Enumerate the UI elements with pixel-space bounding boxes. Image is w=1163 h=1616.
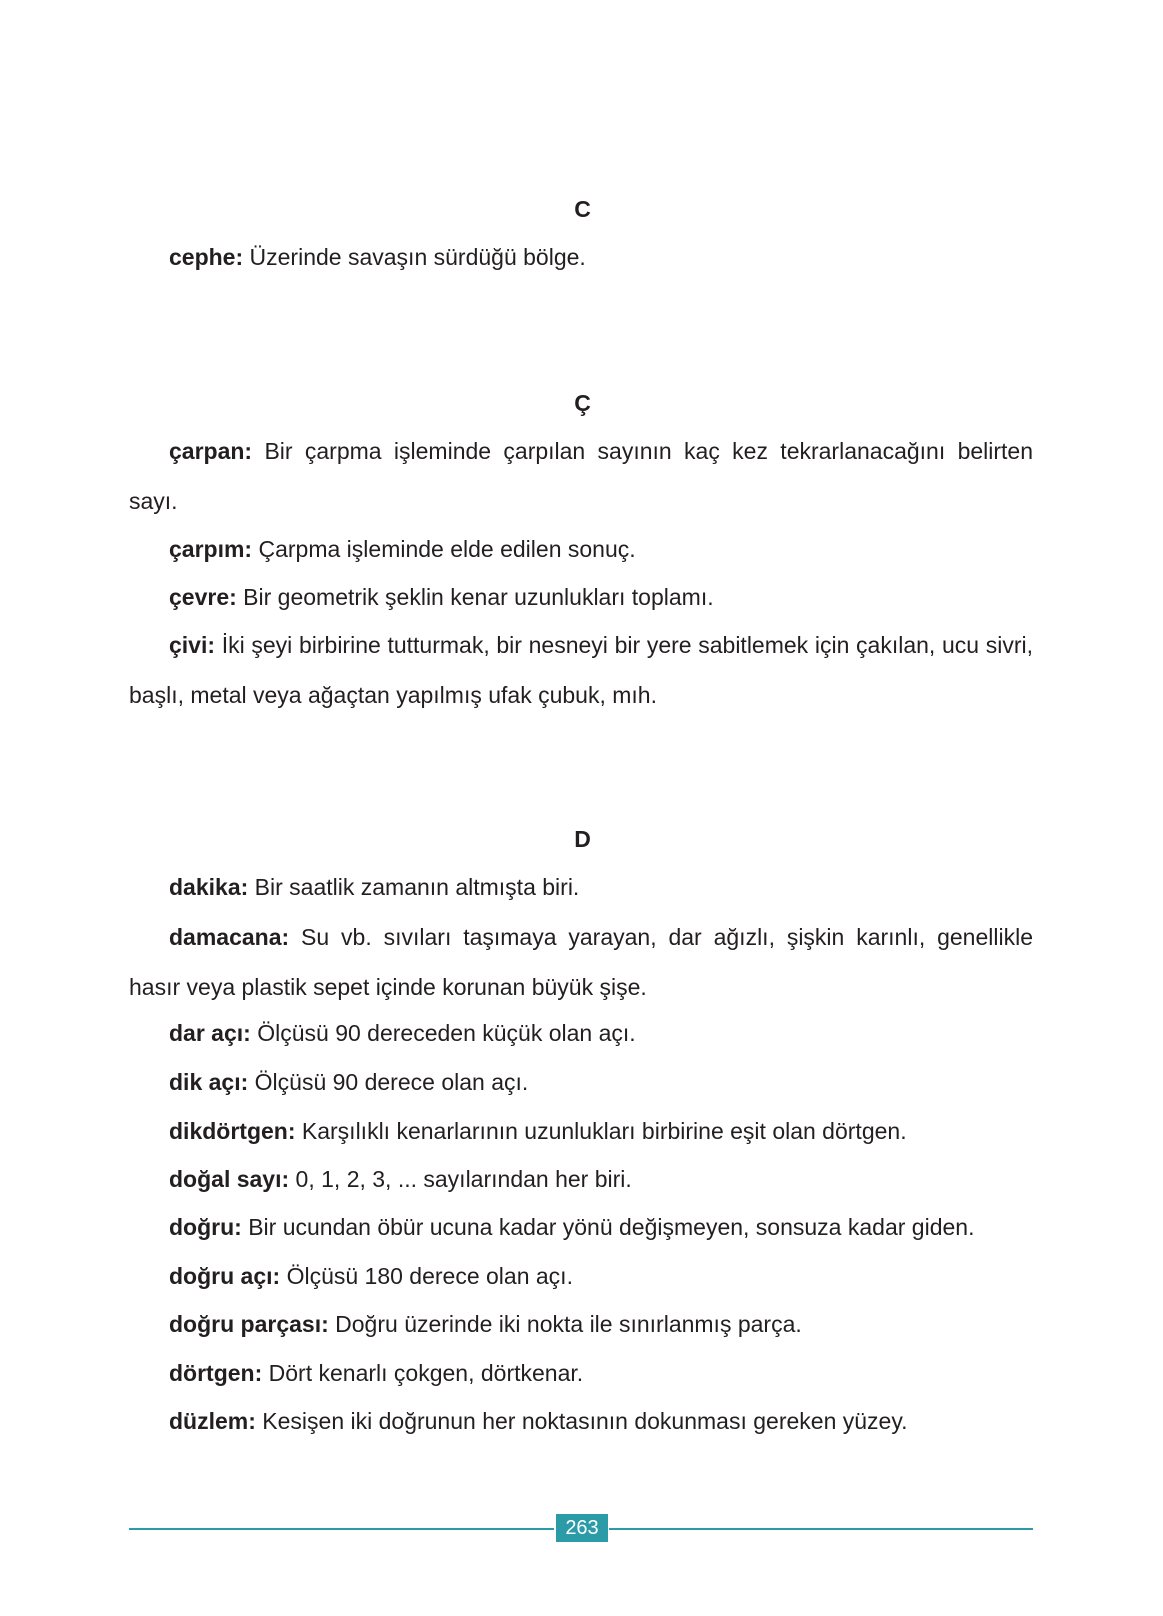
entry-term: çivi: <box>169 632 216 658</box>
entry-definition: 0, 1, 2, 3, ... sayılarından her biri. <box>295 1166 632 1192</box>
entry-definition: Çarpma işleminde elde edilen sonuç. <box>258 536 636 562</box>
entry-definition: Bir saatlik zamanın altmışta biri. <box>254 874 580 900</box>
glossary-entry <box>129 572 1033 622</box>
entry-definition: Bir ucundan öbür ucuna kadar yönü değişmeyen, sonsuza kadar giden. <box>248 1214 975 1240</box>
entry-definition: Kesişen iki doğrunun her noktasının dokunması gereken yüzey. <box>262 1408 908 1434</box>
glossary-entry <box>129 524 1033 574</box>
entry-term: cephe: <box>169 244 244 270</box>
entry-definition: Karşılıklı kenarlarının uzunlukları birbirine eşit olan dörtgen. <box>301 1118 907 1144</box>
entry-term: dar açı: <box>169 1020 251 1046</box>
entry-term: dik açı: <box>169 1069 249 1095</box>
entry-definition: Üzerinde savaşın sürdüğü bölge. <box>249 244 586 270</box>
glossary-entry <box>129 1251 1033 1301</box>
section-letter-d: D <box>574 826 591 852</box>
entry-definition: Bir çarpma işleminde çarpılan sayının kaç kez tekrarlanacağını belirten sayı. <box>129 438 1034 514</box>
entry-definition: Su vb. sıvıları taşımaya yarayan, dar ağızlı, şişkin karınlı, genellikle hasır veya plastik sepet içinde korunan büyük şişe. <box>129 924 1033 1000</box>
footer-divider-left <box>129 1528 554 1530</box>
entry-term: doğru açı: <box>169 1263 281 1289</box>
entry-term: çarpım: <box>169 536 253 562</box>
entry-term: çarpan: <box>169 438 253 464</box>
glossary-entry <box>129 912 1033 1012</box>
glossary-entry <box>129 1008 1033 1058</box>
section-letter-c-cedilla: Ç <box>574 390 591 416</box>
glossary-entry <box>129 862 1033 912</box>
glossary-entry <box>129 232 1033 282</box>
entry-term: dörtgen: <box>169 1360 263 1386</box>
entry-definition: İki şeyi birbirine tutturmak, bir nesneyi bir yere sabitlemek için çakılan, ucu sivri, başlı, metal veya ağaçtan yapılmış ufak çubuk, mıh. <box>129 632 1034 708</box>
section-letter-c: C <box>574 196 591 222</box>
entry-term: dikdörtgen: <box>169 1118 296 1144</box>
entry-definition: Ölçüsü 90 derece olan açı. <box>254 1069 529 1095</box>
entry-term: doğru: <box>169 1214 242 1240</box>
glossary-entry <box>129 620 1033 720</box>
glossary-entry <box>129 1057 1033 1107</box>
glossary-entry <box>129 1154 1033 1204</box>
page-number: 263 <box>556 1514 608 1542</box>
entry-definition: Doğru üzerinde iki nokta ile sınırlanmış parça. <box>335 1311 802 1337</box>
entry-definition: Bir geometrik şeklin kenar uzunlukları toplamı. <box>243 584 714 610</box>
entry-term: doğal sayı: <box>169 1166 290 1192</box>
entry-term: dakika: <box>169 874 249 900</box>
entry-term: doğru parçası: <box>169 1311 329 1337</box>
glossary-entry <box>129 1396 1033 1446</box>
glossary-entry <box>129 1202 1033 1252</box>
glossary-entry <box>129 1106 1033 1156</box>
glossary-entry <box>129 1299 1033 1349</box>
entry-term: düzlem: <box>169 1408 256 1434</box>
entry-term: çevre: <box>169 584 237 610</box>
glossary-entry <box>129 1348 1033 1398</box>
entry-definition: Ölçüsü 90 dereceden küçük olan açı. <box>257 1020 636 1046</box>
entry-term: damacana: <box>169 924 290 950</box>
footer-divider-right <box>609 1528 1033 1530</box>
entry-definition: Ölçüsü 180 derece olan açı. <box>286 1263 573 1289</box>
glossary-entry <box>129 426 1033 526</box>
entry-definition: Dört kenarlı çokgen, dörtkenar. <box>268 1360 584 1386</box>
